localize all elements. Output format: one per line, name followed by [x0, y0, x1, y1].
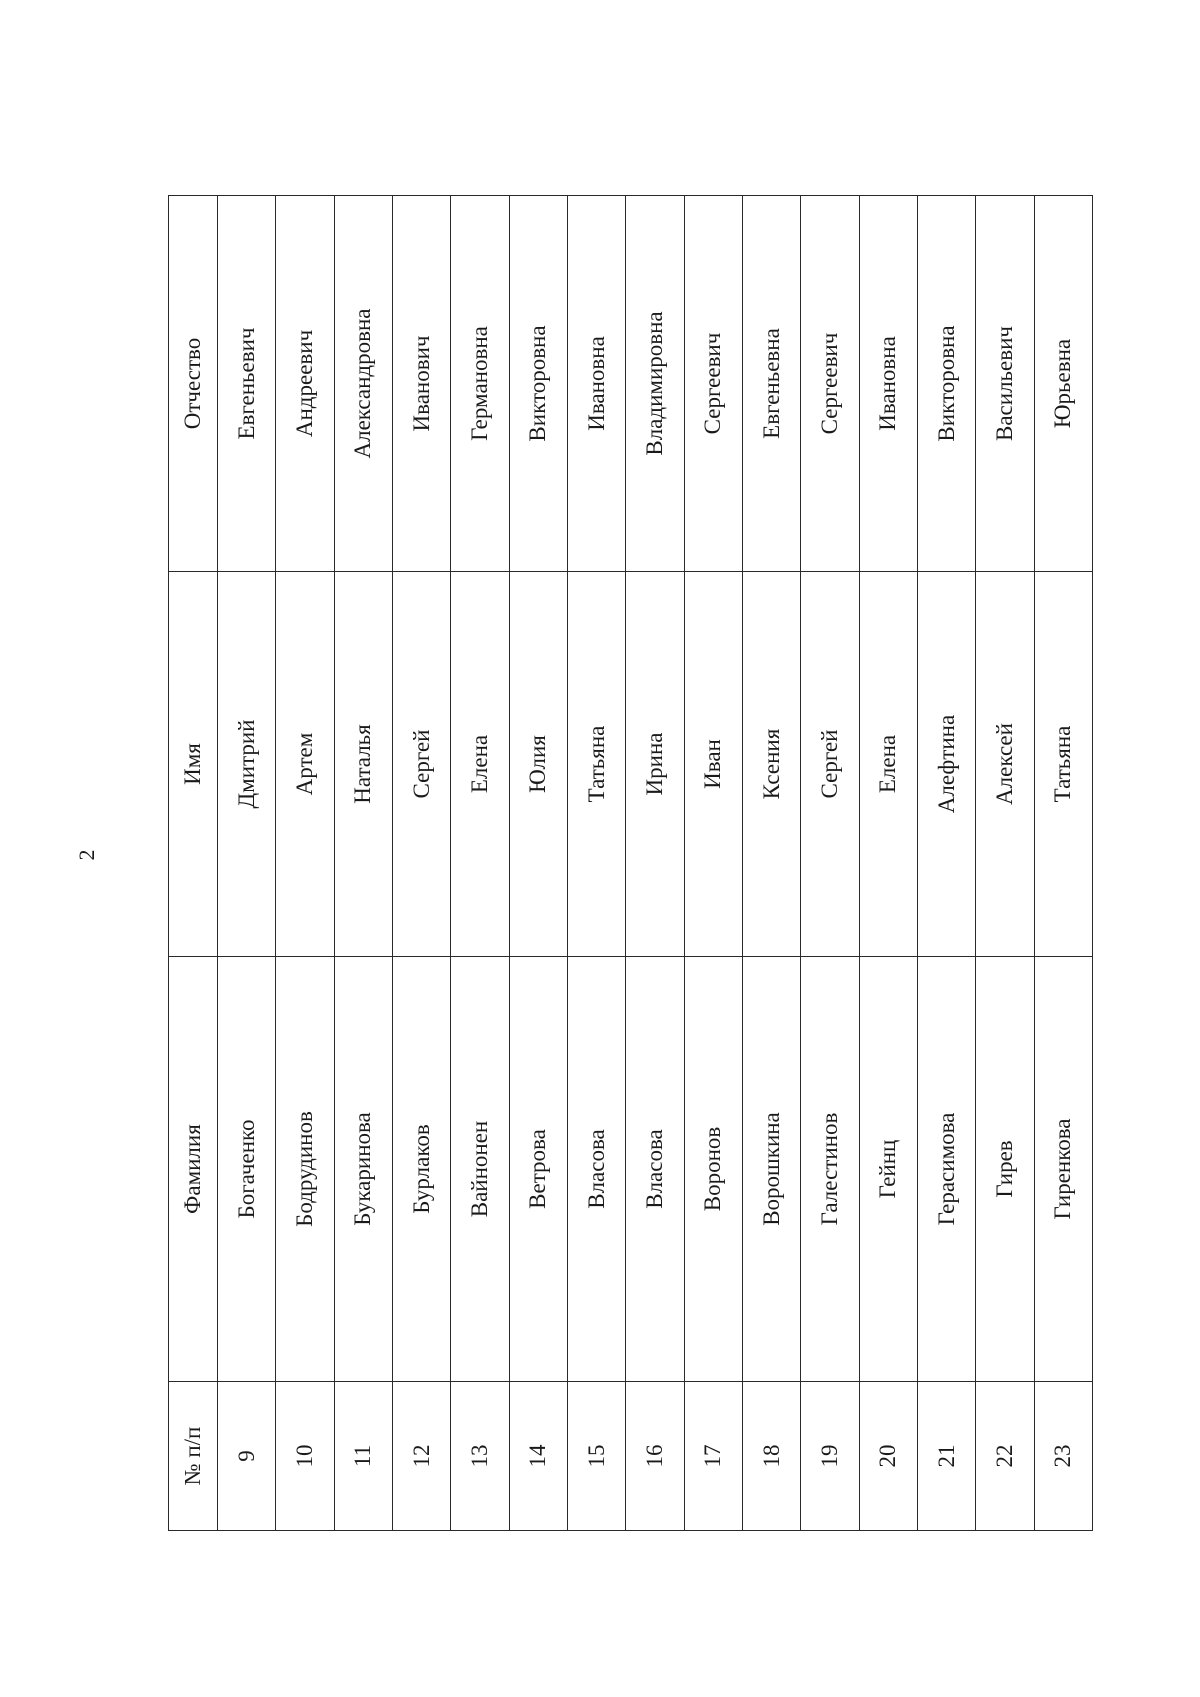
table-row [684, 196, 742, 1531]
table-row [917, 196, 975, 1531]
cell-patronymic: Сергеевич [801, 196, 859, 572]
cell-surname: Галестинов [801, 957, 859, 1382]
table-row [218, 196, 276, 1531]
cell-num: 17 [684, 1382, 742, 1531]
cell-name: Ксения [742, 572, 800, 957]
table-row [451, 196, 509, 1531]
cell-name: Алефтина [917, 572, 975, 957]
cell-patronymic: Евгеньевна [742, 196, 800, 572]
cell-patronymic: Иванович [392, 196, 450, 572]
cell-surname: Герасимова [917, 957, 975, 1382]
cell-surname: Гейнц [859, 957, 917, 1382]
cell-num: 15 [567, 1382, 625, 1531]
table-body [218, 196, 1093, 1531]
cell-surname: Власова [626, 957, 684, 1382]
cell-num: 22 [976, 1382, 1034, 1531]
cell-name: Артем [276, 572, 334, 957]
cell-patronymic: Евгеньевич [218, 196, 276, 572]
cell-num: 14 [509, 1382, 567, 1531]
cell-num: 23 [1034, 1382, 1092, 1531]
header-surname: Фамилия [169, 957, 218, 1382]
cell-num: 12 [392, 1382, 450, 1531]
cell-name: Татьяна [567, 572, 625, 957]
table-row [509, 196, 567, 1531]
cell-num: 19 [801, 1382, 859, 1531]
cell-patronymic: Андреевич [276, 196, 334, 572]
cell-surname: Букаринова [334, 957, 392, 1382]
table-row [626, 196, 684, 1531]
cell-name: Сергей [392, 572, 450, 957]
cell-patronymic: Викторовна [917, 196, 975, 572]
cell-name: Елена [859, 572, 917, 957]
cell-patronymic: Владимировна [626, 196, 684, 572]
table-row [334, 196, 392, 1531]
cell-surname: Ветрова [509, 957, 567, 1382]
cell-num: 20 [859, 1382, 917, 1531]
page-number: 2 [74, 849, 99, 861]
cell-num: 16 [626, 1382, 684, 1531]
cell-num: 10 [276, 1382, 334, 1531]
cell-name: Татьяна [1034, 572, 1092, 957]
cell-num: 18 [742, 1382, 800, 1531]
table-row [276, 196, 334, 1531]
cell-name: Наталья [334, 572, 392, 957]
cell-surname: Бурлаков [392, 957, 450, 1382]
header-name: Имя [169, 572, 218, 957]
cell-patronymic: Ивановна [859, 196, 917, 572]
cell-name: Сергей [801, 572, 859, 957]
roster-table [168, 195, 1093, 1531]
cell-surname: Бодрудинов [276, 957, 334, 1382]
cell-patronymic: Юрьевна [1034, 196, 1092, 572]
table-row [859, 196, 917, 1531]
cell-num: 9 [218, 1382, 276, 1531]
cell-name: Ирина [626, 572, 684, 957]
cell-surname: Гиренкова [1034, 957, 1092, 1382]
cell-num: 21 [917, 1382, 975, 1531]
cell-patronymic: Ивановна [567, 196, 625, 572]
cell-surname: Власова [567, 957, 625, 1382]
cell-surname: Богаченко [218, 957, 276, 1382]
table-row [1034, 196, 1092, 1531]
cell-num: 13 [451, 1382, 509, 1531]
cell-num: 11 [334, 1382, 392, 1531]
cell-name: Алексей [976, 572, 1034, 957]
table-row [801, 196, 859, 1531]
cell-surname: Ворошкина [742, 957, 800, 1382]
cell-name: Юлия [509, 572, 567, 957]
table-row [567, 196, 625, 1531]
table-header-row [169, 196, 218, 1531]
cell-patronymic: Викторовна [509, 196, 567, 572]
table-row [976, 196, 1034, 1531]
cell-patronymic: Германовна [451, 196, 509, 572]
header-patronymic: Отчество [169, 196, 218, 572]
cell-patronymic: Сергеевич [684, 196, 742, 572]
cell-name: Дмитрий [218, 572, 276, 957]
cell-patronymic: Александровна [334, 196, 392, 572]
cell-patronymic: Васильевич [976, 196, 1034, 572]
cell-surname: Гирев [976, 957, 1034, 1382]
roster-table-container [168, 196, 1093, 1531]
table-row [392, 196, 450, 1531]
header-num: № п/п [169, 1382, 218, 1531]
cell-surname: Воронов [684, 957, 742, 1382]
table-row [742, 196, 800, 1531]
cell-surname: Вайнонен [451, 957, 509, 1382]
cell-name: Елена [451, 572, 509, 957]
cell-name: Иван [684, 572, 742, 957]
